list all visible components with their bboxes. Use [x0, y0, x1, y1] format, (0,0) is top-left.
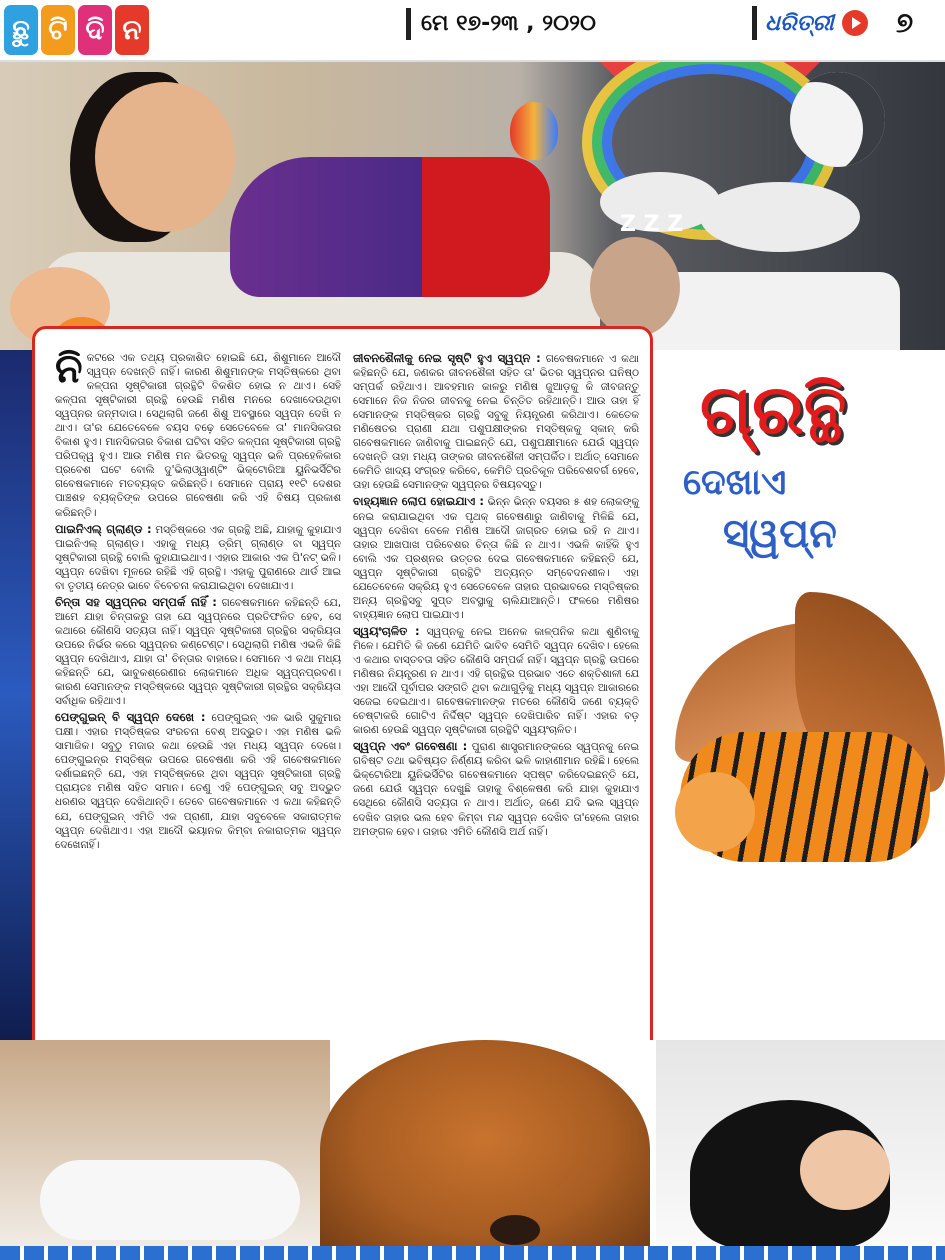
newspaper-name: ଧରିତ୍ରୀ	[765, 10, 834, 36]
headline-sub: ସ୍ୱପ୍ନ	[723, 511, 837, 557]
intro-text: କଟରେ ଏକ ତଥ୍ୟ ପ୍ରକାଶିତ ହୋଇଛି ଯେ, ଶିଶୁମାନେ ଆଦୌ ସ୍ୱପ୍ନ ଦେଖନ୍ତି ନାହିଁ। କାରଣ ଶିଶୁମାନଙ୍କ ମସ୍ତିଷ୍କରେ ଥିବା କଳ୍ପନା ସୃଷ୍ଟିକାରୀ ଗ୍ରନ୍ଥିଟି ବିକଶିତ ହୋଇ ନ ଥାଏ। ସେହି କଳ୍ପନା ସୃଷ୍ଟିକାରୀ ଗ୍ରନ୍ଥି ହେଉଛି ମଣିଷ ମନରେ ଦେଖାଦେଉଥିବା ସ୍ୱପ୍ନର ଜନ୍ମଦାତା। ସେଥିଲାଗି ଜଣେ ଶିଶୁ ଅବସ୍ଥାରେ ସ୍ୱପ୍ନ ଦେଖି ନ ଥାଏ। ତା'ର ଯେତେବେଳେ ବୟସ ବଢ଼େ ସେତେବେଳେ ତା' ମାନସିକତାର ବିକାଶ ହୁଏ। ମାନସିକତାର ବିକାଶ ଘଟିବା ସହିତ କଳ୍ପନା ସୃଷ୍ଟିକାରୀ ଗ୍ରନ୍ଥି ପରିପକ୍ୱ ହୁଏ। ଆଉ ମଣିଷ ମନ ଭିତରକୁ ସ୍ୱପ୍ନ ଭଳି ପ୍ରହେଳିକାର ପ୍ରବେଶ ଘଟେ ବୋଲି ଦୁ'ଭିଲାଓ୍ୱାଣ୍ଟିଂ ଭିକ୍ଟୋରିଆ ୟୁନିଭର୍ସିଟିର ଗବେଷକମାନେ ମତବ୍ୟକ୍ତ କରିଛନ୍ତି। ସେମାନେ ପ୍ରାୟ ୧୧ଟି ଦେଶର ପାଞ୍ଚଶହ ବ୍ୟକ୍ତିଙ୍କ ଉପରେ ଗବେଷଣା କରି ଏହି ବିଷୟ ପ୍ରକାଶ କରିଛନ୍ତି।	[55, 352, 341, 519]
article-intro	[55, 346, 341, 520]
issue-date: ମେ ୧୭-୨୩ , ୨୦୨୦	[406, 8, 596, 40]
section-body: ସ୍ୱପ୍ନକୁ ନେଇ ଅନେକ କାଳ୍ପନିକ କଥା ଶୁଣିବାକୁ ମିଳେ। ଯେମିତି କି ଜଣେ ଯେମିତି ଭାବିବ ସେମିତି ସ୍ୱପ୍ନ ଦେଖିବ। ହେଲେ ଏ କଥାର ବାସ୍ତବତା ସହିତ କୌଣସି ସମ୍ପର୍କ ନାହିଁ। ସ୍ୱପ୍ନ ଗ୍ରନ୍ଥି ଉପରେ ମଣିଷର ନିୟନ୍ତ୍ରଣ ନ ଥାଏ। ଏହି ଗ୍ରନ୍ଥିର ପ୍ରଭାବ ଏତେ ଶକ୍ତିଶାଳୀ ଯେ ଏହା ଆଦୌ ପୂର୍ବାପର ସଙ୍ଗତି ଥିବା କଥାଗୁଡ଼ିକୁ ମଧ୍ୟ ସ୍ୱପ୍ନ ଆକାରରେ ସଜେଇ ଦେଇଥାଏ। ଗବେଷକମାନଙ୍କ ମତରେ କୌଣସି ଜଣେ ବ୍ୟକ୍ତି ଚେଷ୍ଟାକରି ଗୋଟିଏ ନିର୍ଦ୍ଦିଷ୍ଟ ସ୍ୱପ୍ନ ଦେଖିପାରିବ ନାହିଁ। ଏହାର ବଡ଼ କାରଣ ହେଉଛି ସ୍ୱପ୍ନ ସୃଷ୍ଟିକାରୀ ଗ୍ରନ୍ଥିଟି ସ୍ୱୟଂଚାଳିତ।	[353, 625, 639, 737]
section-heading: ସ୍ୱୟଂଚାଳିତ :	[353, 623, 420, 638]
section-brand	[4, 5, 149, 55]
dreaming-woman	[95, 82, 235, 232]
headline-main: ଗ୍ରନ୍ଥି	[700, 371, 847, 450]
headline-sub: ଦେଖାଏ	[683, 462, 787, 503]
article-column-right	[353, 351, 639, 841]
article-section	[353, 351, 639, 492]
section-heading: ପାଇନିଏଲ୍ ଗ୍ଲାଣ୍ଡ :	[55, 521, 152, 536]
section-tile: ନ	[115, 5, 149, 55]
play-icon	[842, 10, 868, 36]
sleeping-dog-photo	[320, 1040, 650, 1260]
moon-icon	[790, 72, 885, 167]
dog-nose	[490, 1215, 540, 1245]
section-body: ଗବେଷକମାନେ କହିଛନ୍ତି ଯେ, ଆମେ ଯାହା ଚିନ୍ତାକରୁ ତାହା ଯେ ସ୍ୱପ୍ନରେ ପ୍ରତିଫଳିତ ହେବ, ସେ କଥାରେ କୌଣସି ସତ୍ୟତା ନାହିଁ। ସ୍ୱପ୍ନ ସୃଷ୍ଟିକାରୀ ଗ୍ରନ୍ଥିର ସକ୍ରିୟତା ଉପରେ ନିର୍ଭର କରେ ସ୍ୱପ୍ନର କଣ୍ଟେଣ୍ଟ। ସେଥିଲାଗି ମଣିଷ ଏଭଳି କିଛି ସ୍ୱପ୍ନ ଦେଖିଥାଏ, ଯାହା ତା' ଚିନ୍ତାର ବାହାରେ। ସେମାନେ ଏ କଥା ମଧ୍ୟ କହିଛନ୍ତି ଯେ, ଭାବୁକଶ୍ରେଣୀର ଲୋକମାନେ ଅଧିକ ସ୍ୱପ୍ନପ୍ରବଣ। କାରଣ ସେମାନଙ୍କ ମସ୍ତିଷ୍କରେ ସ୍ୱପ୍ନ ସୃଷ୍ଟିକାରୀ ଗ୍ରନ୍ଥିର ସକ୍ରିୟତା ସର୍ବାଧିକ ରହିଥାଏ।	[55, 596, 341, 708]
pillow-shape	[40, 1160, 300, 1240]
article-section	[353, 494, 639, 621]
winged-tiger-illustration	[655, 582, 945, 962]
article-section	[353, 739, 639, 838]
sleeping-couple-photo	[0, 1040, 330, 1255]
section-body: ଗବେଷକମାନେ ଏ କଥା କହିଛନ୍ତି ଯେ, ଜଣକର ଜୀବନଶୈଳୀ ସହିତ ତା' ଭିତର ସ୍ୱପ୍ନର ଘନିଷ୍ଠ ସମ୍ପର୍କ ରହିଥାଏ। ଆବହମାନ କାଳରୁ ମଣିଷ ଜୁଆଡ଼କୁ କି ଜୀବଜନ୍ତୁ ସେମାନେ ନିଜ ନିଜର ଜୀବନକୁ ନେଇ ଚିନ୍ତିତ ରହିଥାନ୍ତି। ଆଉ ତାହା ହିଁ ସେମାନଙ୍କ ମସ୍ତିଷ୍କର ଗ୍ରନ୍ଥି ସବୁକୁ ନିୟନ୍ତ୍ରଣ କରିଥାଏ। କେତେକ ମଣିଷେତର ପ୍ରାଣୀ ଯଥା ପଶୁପକ୍ଷୀଙ୍କର ମସ୍ତିଷ୍କକୁ ସ୍କାନ୍ କରି ଗବେଷକମାନେ ଜାଣିବାକୁ ପାଇଛନ୍ତି ଯେ, ପଶୁପକ୍ଷୀମାନେ ଯେଉଁ ସ୍ୱପ୍ନ ଦେଖନ୍ତି ତାହା ମଧ୍ୟ ତାଙ୍କର ଜୀବନଶୈଳୀ ସମ୍ପର୍କିତ। ଅର୍ଥାତ୍ ସେମାନେ କେମିତି ଖାଦ୍ୟ ସଂଗ୍ରହ କରିବେ, କେମିତି ପ୍ରତିକୂଳ ପରିବେଶବର୍ଗ ହେବେ, ତାହା ହେଉଛି ସେମାନଙ୍କ ସ୍ୱପ୍ନର ବିଷୟବସ୍ତୁ।	[353, 353, 639, 492]
article-section	[55, 595, 341, 708]
section-heading: ସ୍ୱପ୍ନ ଏବଂ ଗବେଷଣା :	[353, 739, 468, 754]
drop-cap: ନି	[55, 346, 83, 392]
woman-dress	[230, 157, 550, 297]
section-heading: ଜୀବନଶୈଳୀକୁ ନେଇ ସୃଷ୍ଟି ହୁଏ ସ୍ୱପ୍ନ :	[353, 351, 541, 365]
section-heading: ବାହ୍ୟଜ୍ଞାନ ଲୋପ ହୋଇଯାଏ :	[353, 494, 485, 509]
sleeping-man	[590, 237, 680, 337]
section-tile: ଛୁ	[4, 5, 38, 55]
section-body: ମସ୍ତିଷ୍କରେ ଏକ ଗ୍ରନ୍ଥି ଅଛି, ଯାହାକୁ କୁହାଯାଏ ପାଇନିଏଲ୍ ଗ୍ଲାଣ୍ଡ। ଏହାକୁ ମଧ୍ୟ ଡ୍ରିମ୍ ଗ୍ଲାଣ୍ଡ ବା ସ୍ୱପ୍ନ ସୃଷ୍ଟିକାରୀ ଗ୍ରନ୍ଥି ବୋଲି କୁହାଯାଇଥାଏ। ଏହାର ଆକାର ଏକ ପି'ନଟ୍ ଭଳି। ସ୍ୱପ୍ନ ଦେଖିବା ମୂଳରେ ରହିଛି ଏହି ଗ୍ରନ୍ଥି। ଏହାକୁ ପୁରାଣରେ ଥାର୍ଡ ଆଇ ବା ତୃତୀୟ ନେତ୍ର ଭାବେ ବିବେଚନା କରାଯାଇଥିବା ଦେଖାଯାଏ।	[55, 523, 341, 592]
section-heading: ଚିନ୍ତା ସହ ସ୍ୱପ୍ନର ସମ୍ପର୍କ ନାହିଁ :	[55, 594, 217, 609]
section-tile: ଟି	[41, 5, 75, 55]
newspaper-logo	[752, 6, 868, 40]
article-section	[55, 710, 341, 851]
section-body: ଭିନ୍ନ ଭିନ୍ନ ବୟସର ୫ ଶହ ଲୋକଙ୍କୁ ନେଇ କରାଯାଇଥିବା ଏକ ପୃଥକ୍ ଗବେଷଣାରୁ ଜାଣିବାକୁ ମିଳିଛି ଯେ, ସ୍ୱପ୍ନ ଦେଖିବା ବେଳେ ମଣିଷ ଆଦୌ ଜାଗ୍ରତ ହୋଇ ରହି ନ ଥାଏ। ତାହାର ଆଖପାଖ ପରିବେଶର ଚିନ୍ତା କିଛି ନ ଥାଏ। ଏଭଳି କାହିଁକି ହୁଏ ବୋଲି ଏକ ପ୍ରଶ୍ନର ଉତ୍ତର ଦେଇ ଗବେଷକମାନେ କହିଛନ୍ତି ଯେ, ସ୍ୱପ୍ନ ସୃଷ୍ଟିକାରୀ ଗ୍ରନ୍ଥିଟି ଅତ୍ୟନ୍ତ ସମ୍ବେଦନଶୀଳ। ଏହା ଯେତେବେଳେ ସକ୍ରିୟ ହୁଏ ସେତେବେଳେ ତାହାର ପ୍ରଭାବରେ ମସ୍ତିଷ୍କର ଅନ୍ୟ ଗ୍ରନ୍ଥିସବୁ ସୁପ୍ତ ଅବସ୍ଥାକୁ ଚାଲିଯାଆନ୍ତି। ଫଳରେ ମଣିଷର ବାହ୍ୟଜ୍ଞାନ ଲୋପ ପାଇଯାଏ।	[353, 496, 640, 621]
hero-illustration	[0, 62, 945, 350]
cloud-shape	[700, 182, 860, 252]
side-decoration	[0, 350, 32, 1040]
sleep-zzz-label: Z Z Z	[620, 212, 684, 237]
section-heading: ପେଙ୍ଗୁଇନ୍ ବି ସ୍ୱପ୍ନ ଦେଖେ :	[55, 710, 206, 725]
page-number: ୭	[896, 6, 914, 39]
section-body: ପେଙ୍ଗୁଇନ୍ ଏକ ଭାରି ସୁକୁମାର ପକ୍ଷୀ। ଏହାର ମସ୍ତିଷ୍କର ସଂରଚନା ବେଶ୍ ଅଦ୍ଭୁତ। ଏହା ମଣିଷ ଭଳି ସାମାଜିକ। ସବୁଠୁ ମଜାର କଥା ହେଉଛି ଏହା ମଧ୍ୟ ସ୍ୱପ୍ନ ଦେଖେ। ପେଙ୍ଗୁଇନ୍ର ମସ୍ତିଷ୍କ ଉପରେ ଗବେଷଣା କରି ଏହି ଗବେଷକମାନେ ଦର୍ଶାଇଛନ୍ତି ଯେ, ଏହା ମସ୍ତିଷ୍କରେ ଥିବା ସ୍ୱପ୍ନ ସୃଷ୍ଟିକାରୀ ଗ୍ରନ୍ଥି ପ୍ରାୟତଃ ମଣିଷ ସହିତ ସମାନ। ତେଣୁ ଏହି ପେଙ୍ଗୁଇନ୍ ସବୁ ଅଦ୍ଭୁତ ଧରଣର ସ୍ୱପ୍ନ ଦେଖିଥାନ୍ତି। ତେବେ ଗବେଷକମାନେ ଏ କଥା କହିଛନ୍ତି ଯେ, ପେଙ୍ଗୁଇନ୍ ଏମିତି ଏକ ପ୍ରାଣୀ, ଯାହା ସବୁବେଳେ ସକାରାତ୍ମକ ସ୍ୱପ୍ନ ଦେଖିଥାଏ। ଏହା ଆଦୌ ଭୟାନକ କିମ୍ବା ନକାରାତ୍ମକ ସ୍ୱପ୍ନ ଦେଖେନାହିଁ।	[55, 712, 341, 851]
section-tile: ଦି	[78, 5, 112, 55]
footer-strip	[0, 1246, 945, 1260]
headline-block	[655, 360, 945, 580]
article-frame	[32, 326, 653, 1074]
tiger-face	[675, 772, 755, 852]
page-header	[0, 0, 945, 62]
article-section	[353, 624, 639, 737]
woman-face	[800, 1130, 890, 1210]
section-body: ପୁରାଣ ଶାସ୍ତ୍ରମାନଙ୍କରେ ସ୍ୱପ୍ନକୁ ନେଇ ଗବିଷ୍ଟ ତଥା ଭବିଷ୍ୟତ ନିର୍ଣ୍ଣୟ କରିବା ଭଳି କାହାଣୀମାନ ରହିଛି। ହେଲେ ଭିକ୍ଟୋରିଆ ୟୁନିଭର୍ସିଟିର ଗବେଷକମାନେ ସ୍ପଷ୍ଟ କରିଦେଇଛନ୍ତି ଯେ, ଜଣେ ଯେଉଁ ସ୍ୱପ୍ନ ଦେଖୁଛି ତାହାକୁ ବିଶ୍ଳେଷଣ କରି ଯାହା କୁହାଯାଏ ସେଥିରେ କୌଣସି ସତ୍ୟତା ନ ଥାଏ। ଅର୍ଥାତ୍, ଜଣେ ଯଦି ଭଲ ସ୍ୱପ୍ନ ଦେଖିବ ତାହାର ଭଲ ହେବ କିମ୍ବା ମନ୍ଦ ସ୍ୱପ୍ନ ଦେଖିବ ତା'ହେଲେ ତାହାର ଅମଙ୍ଗଳ ହେବ। ତାହାର ଏମିତି କୌଣସି ଅର୍ଥ ନାହିଁ।	[353, 741, 640, 838]
article-column-left	[55, 346, 341, 854]
article-section	[55, 522, 341, 593]
hot-air-balloon-icon	[510, 102, 558, 160]
